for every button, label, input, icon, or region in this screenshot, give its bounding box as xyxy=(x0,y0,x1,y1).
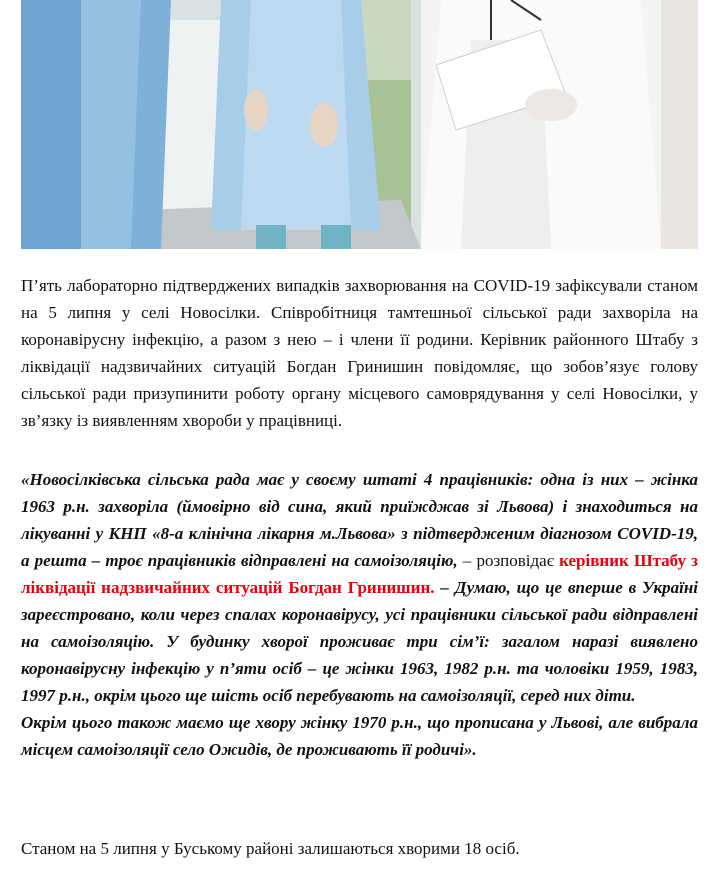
article-quote-block xyxy=(21,466,698,763)
quote-attribution: – розповідає xyxy=(457,551,560,570)
article-photo xyxy=(21,0,698,249)
article-paragraph-summary: Станом на 5 липня у Буському районі залишаються хворими 18 осіб. xyxy=(21,839,520,858)
article-paragraph-intro: П’ять лабораторно підтверджених випадків захворювання на COVID-19 зафіксували станом на 5 липня у селі Новосілки. Співробітниця тамтешньої сільської ради захворіла на коронавірусну інфекцію, а разом з нею – і члени її родини. Керівник районного Штабу з ліквідації надзвичайних ситуацій Богдан Гринишин повідомляє, що зобов’язує голову сільської ради призупинити роботу органу місцевого самоврядування у селі Новосілки, у зв’язку із виявленням хвороби у працівниці. xyxy=(21,276,698,430)
medical-staff-photo xyxy=(21,0,698,249)
quote-text-part1: «Новосілківська сільська рада має у своєму штаті 4 працівників: одна із них – жінка 1963 р.н. захворіла (ймовірно від сина, який приїжджав зі Львова) і знаходиться на лікуванні у КНП «8-а клінічна лікарня м.Львова» з підтвердженим діагнозом COVID-19, а решта – троє працівників відправлені на самоізоляцію, xyxy=(21,470,698,570)
quote-text-part2: – Думаю, що це вперше в Україні зареєстровано, коли через спалах коронавірусу, усі працівники сільської ради відправлені на самоізоляцію. У будинку хворої проживає три сім’ї: загалом наразі виявлено коронавірусну інфекцію у п’яти осіб – це жінки 1963, 1982 р.н. та чоловіки 1959, 1983, 1997 р.н., окрім цього ще шість осіб перебувають на самоізоляції, серед них діти. xyxy=(21,578,698,705)
quote-text-part3: Окрім цього також маємо ще хвору жінку 1970 р.н., що прописана у Львові, але вибрала місцем самоізоляції село Ожидів, де проживають її родичі». xyxy=(21,713,698,759)
quote-speaker: керівник Штабу з ліквідації надзвичайних ситуацій Богдан Гринишин. xyxy=(21,551,698,597)
